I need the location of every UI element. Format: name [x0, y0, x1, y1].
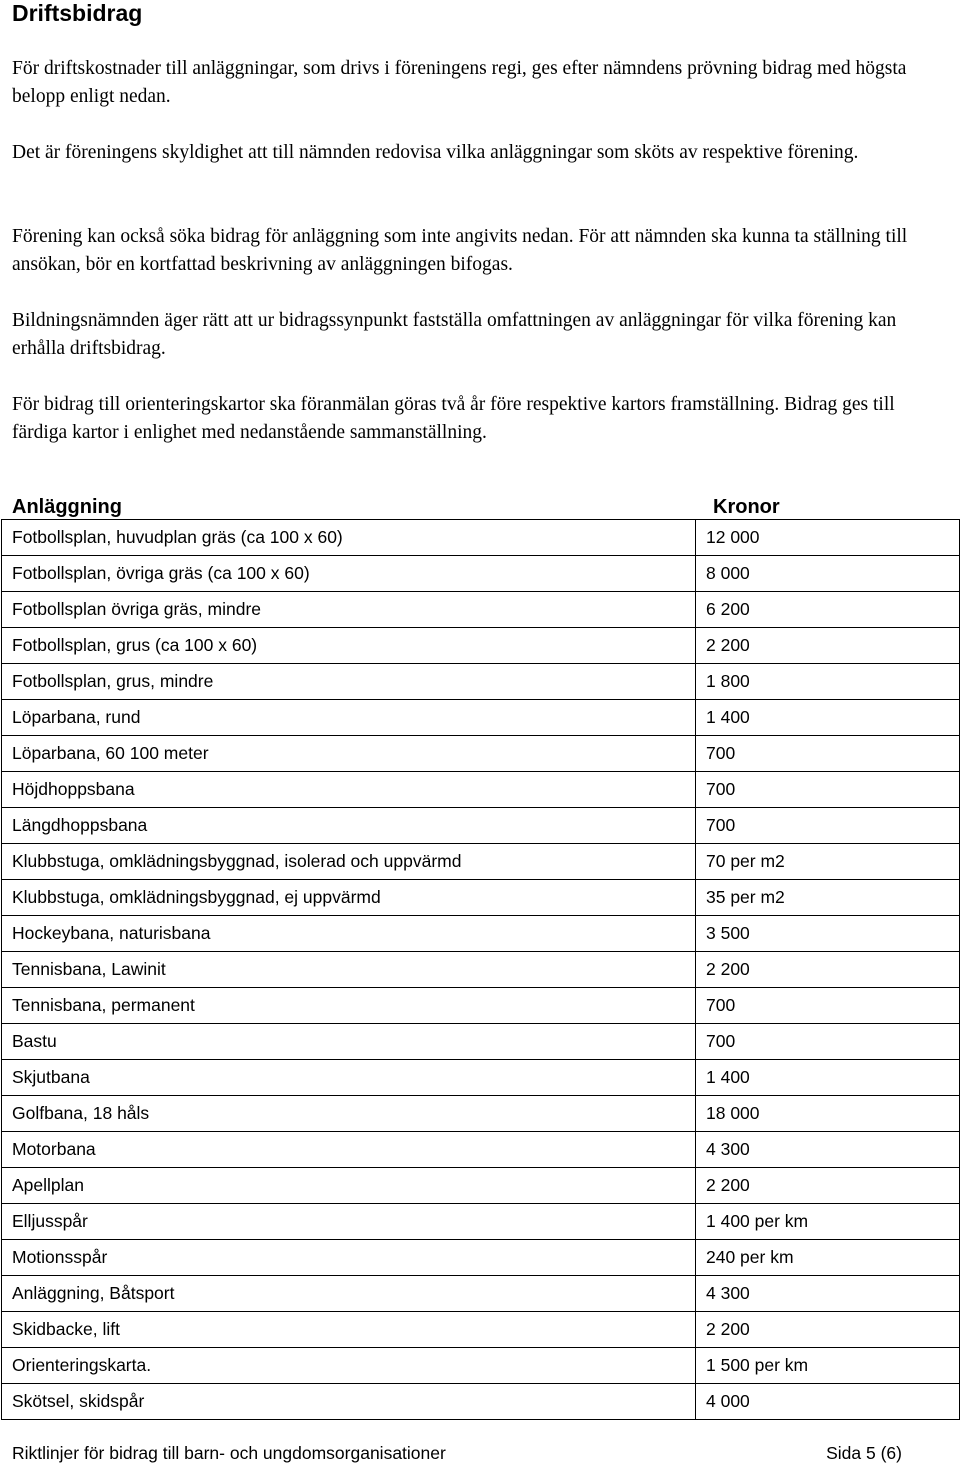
- facility-cell: Bastu: [2, 1024, 696, 1060]
- amount-cell: 1 500 per km: [696, 1348, 960, 1384]
- table-row: [2, 556, 960, 592]
- facility-cell: Fotbollsplan, övriga gräs (ca 100 x 60): [2, 556, 696, 592]
- table-row: [2, 1168, 960, 1204]
- amount-cell: 700: [696, 772, 960, 808]
- amount-cell: 12 000: [696, 520, 960, 556]
- table-row: [2, 1024, 960, 1060]
- table-row: [2, 664, 960, 700]
- table-row: [2, 628, 960, 664]
- amount-cell: 1 400 per km: [696, 1204, 960, 1240]
- facility-cell: Motionsspår: [2, 1240, 696, 1276]
- amount-cell: 6 200: [696, 592, 960, 628]
- amount-cell: 4 300: [696, 1132, 960, 1168]
- amount-cell: 18 000: [696, 1096, 960, 1132]
- table-row: [2, 808, 960, 844]
- table-row: [2, 844, 960, 880]
- amount-cell: 1 400: [696, 1060, 960, 1096]
- table-row: [2, 592, 960, 628]
- amount-cell: 700: [696, 808, 960, 844]
- table-row: [2, 1204, 960, 1240]
- table-row: [2, 700, 960, 736]
- amount-cell: 700: [696, 988, 960, 1024]
- facility-cell: Klubbstuga, omklädningsbyggnad, isolerad och uppvärmd: [2, 844, 696, 880]
- amount-cell: 700: [696, 1024, 960, 1060]
- table-row: [2, 952, 960, 988]
- facility-cell: Löparbana, 60 100 meter: [2, 736, 696, 772]
- grant-table: [1, 519, 960, 1420]
- facility-cell: Höjdhoppsbana: [2, 772, 696, 808]
- facility-cell: Elljusspår: [2, 1204, 696, 1240]
- table-row: [2, 1060, 960, 1096]
- amount-cell: 2 200: [696, 1312, 960, 1348]
- amount-cell: 2 200: [696, 952, 960, 988]
- amount-cell: 1 800: [696, 664, 960, 700]
- table-row: [2, 1312, 960, 1348]
- amount-cell: 240 per km: [696, 1240, 960, 1276]
- facility-cell: Skjutbana: [2, 1060, 696, 1096]
- table-row: [2, 772, 960, 808]
- facility-cell: Fotbollsplan övriga gräs, mindre: [2, 592, 696, 628]
- amount-cell: 2 200: [696, 1168, 960, 1204]
- amount-cell: 4 300: [696, 1276, 960, 1312]
- facility-cell: Orienteringskarta.: [2, 1348, 696, 1384]
- facility-cell: Fotbollsplan, grus (ca 100 x 60): [2, 628, 696, 664]
- paragraph-board-rights: Bildningsnämnden äger rätt att ur bidragssynpunkt fastställa omfattningen av anläggningar för vilka förening kan erhålla driftsbidrag.: [12, 310, 897, 359]
- facility-cell: Skötsel, skidspår: [2, 1384, 696, 1420]
- facility-cell: Löparbana, rund: [2, 700, 696, 736]
- facility-cell: Skidbacke, lift: [2, 1312, 696, 1348]
- paragraph-reporting-duty: Det är föreningens skyldighet att till nämnden redovisa vilka anläggningar som sköts av respektive förening.: [12, 142, 859, 163]
- table-row: [2, 988, 960, 1024]
- amount-cell: 8 000: [696, 556, 960, 592]
- amount-cell: 2 200: [696, 628, 960, 664]
- page-title: Driftsbidrag: [12, 0, 143, 26]
- paragraph-orienteering-maps: För bidrag till orienteringskartor ska föranmälan göras två år före respektive kartors framställning. Bidrag ges till färdiga kartor i enlighet med nedanstående sammanställning.: [12, 394, 895, 443]
- table-row: [2, 1384, 960, 1420]
- table-row: [2, 880, 960, 916]
- table-row: [2, 1096, 960, 1132]
- facility-cell: Fotbollsplan, huvudplan gräs (ca 100 x 60): [2, 520, 696, 556]
- footer-document-title: Riktlinjer för bidrag till barn- och ungdomsorganisationer: [12, 1443, 446, 1463]
- table-row: [2, 1132, 960, 1168]
- facility-cell: Tennisbana, permanent: [2, 988, 696, 1024]
- footer-page-number: Sida 5 (6): [826, 1443, 902, 1463]
- paragraph-other-facilities: Förening kan också söka bidrag för anläggning som inte angivits nedan. För att nämnden ska kunna ta ställning till ansökan, bör en kortfattad beskrivning av anläggningen bifogas.: [12, 226, 908, 275]
- amount-cell: 70 per m2: [696, 844, 960, 880]
- table-row: [2, 1348, 960, 1384]
- column-header-amount: Kronor: [713, 496, 780, 518]
- facility-cell: Klubbstuga, omklädningsbyggnad, ej uppvärmd: [2, 880, 696, 916]
- column-header-facility: Anläggning: [12, 496, 122, 518]
- table-row: [2, 916, 960, 952]
- facility-cell: Motorbana: [2, 1132, 696, 1168]
- amount-cell: 1 400: [696, 700, 960, 736]
- facility-cell: Längdhoppsbana: [2, 808, 696, 844]
- facility-cell: Apellplan: [2, 1168, 696, 1204]
- facility-cell: Anläggning, Båtsport: [2, 1276, 696, 1312]
- facility-cell: Fotbollsplan, grus, mindre: [2, 664, 696, 700]
- table-row: [2, 1240, 960, 1276]
- paragraph-operating-costs: För driftskostnader till anläggningar, som drivs i föreningens regi, ges efter nämndens prövning bidrag med högsta belopp enligt nedan.: [12, 58, 907, 107]
- facility-cell: Tennisbana, Lawinit: [2, 952, 696, 988]
- amount-cell: 35 per m2: [696, 880, 960, 916]
- amount-cell: 4 000: [696, 1384, 960, 1420]
- table-row: [2, 736, 960, 772]
- table-row: [2, 520, 960, 556]
- facility-cell: Golfbana, 18 håls: [2, 1096, 696, 1132]
- facility-cell: Hockeybana, naturisbana: [2, 916, 696, 952]
- amount-cell: 3 500: [696, 916, 960, 952]
- amount-cell: 700: [696, 736, 960, 772]
- table-row: [2, 1276, 960, 1312]
